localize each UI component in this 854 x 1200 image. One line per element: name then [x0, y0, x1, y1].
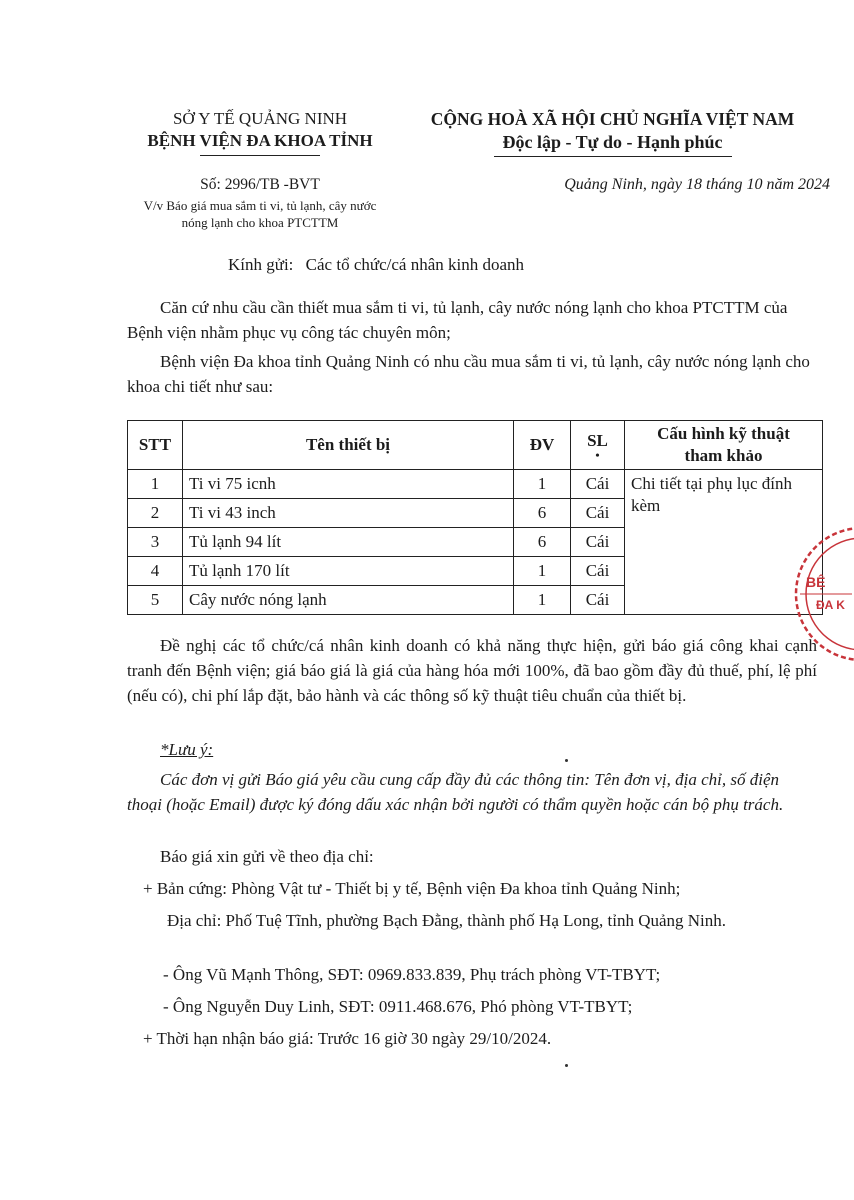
col-sl-label: SL — [587, 431, 608, 450]
subject-line-2: nóng lạnh cho khoa PTCTTM — [181, 215, 339, 230]
org-name: BỆNH VIỆN ĐA KHOA TỈNH — [147, 131, 373, 150]
stamp-circle-icon — [792, 524, 854, 664]
national-header — [400, 108, 825, 157]
org-parent: SỞ Y TẾ QUẢNG NINH — [172, 109, 348, 128]
row-dv: 6 — [514, 528, 571, 557]
row-sl: Cái — [571, 470, 625, 499]
paragraph-request — [127, 633, 817, 708]
address-text: Địa chỉ: Phố Tuệ Tĩnh, phường Bạch Đằng, thành phố Hạ Long, tỉnh Quảng Ninh. — [167, 911, 727, 930]
col-config-line-1: Cấu hình kỹ thuật — [657, 424, 790, 443]
hard-copy-line: + Bản cứng: Phòng Vật tư - Thiết bị y tế, Bệnh viện Đa khoa tỉnh Quảng Ninh; — [143, 879, 681, 898]
scan-speck — [565, 759, 568, 762]
issuer-block — [95, 108, 425, 156]
note-text: Các đơn vị gửi Báo giá yêu cầu cung cấp đầy đủ các thông tin: Tên đơn vị, địa chỉ, số điện thoại (hoặc Email) được ký đóng dấu xác nhận bởi người có thẩm quyền hoặc cán bộ phụ trách. — [127, 770, 784, 814]
motto: Độc lập - Tự do - Hạnh phúc — [502, 132, 723, 152]
recipient-label: Kính gửi: — [228, 255, 294, 274]
row-dv: 1 — [514, 557, 571, 586]
paragraph-need — [127, 349, 817, 399]
row-stt: 5 — [128, 586, 183, 615]
equipment-table — [127, 420, 826, 615]
col-dv: ĐV — [514, 421, 571, 470]
note-label: *Lưu ý: — [160, 740, 214, 759]
row-dv: 1 — [514, 470, 571, 499]
official-stamp — [792, 524, 854, 664]
table-row — [128, 470, 823, 499]
document-number: Số: 2996/TB -BVT — [200, 176, 320, 193]
col-config-line-2: tham khảo — [684, 446, 763, 465]
stamp-text-top: BỆ — [806, 574, 826, 590]
paragraph-request-text: Đề nghị các tổ chức/cá nhân kinh doanh có khả năng thực hiện, gửi báo giá công khai cạnh tranh đến Bệnh viện; giá báo giá là giá của hàng hóa mới 100%, đã bao gồm đầy đủ thuế, phí, lệ phí (nếu có), chi phí lắp đặt, bảo hành và các thông số kỹ thuật tiêu chuẩn của thiết bị. — [127, 636, 817, 705]
row-stt: 1 — [128, 470, 183, 499]
row-sl: Cái — [571, 557, 625, 586]
paragraph-need-text: Bệnh viện Đa khoa tỉnh Quảng Ninh có nhu cầu mua sắm ti vi, tủ lạnh, cây nước nóng lạnh cho khoa chi tiết như sau: — [127, 352, 810, 396]
row-sl: Cái — [571, 586, 625, 615]
row-dv: 6 — [514, 499, 571, 528]
col-name: Tên thiết bị — [183, 421, 514, 470]
deadline-line: + Thời hạn nhận báo giá: Trước 16 giờ 30 ngày 29/10/2024. — [143, 1029, 552, 1048]
row-stt: 3 — [128, 528, 183, 557]
row-name: Cây nước nóng lạnh — [183, 586, 514, 615]
send-to: Báo giá xin gửi về theo địa chỉ: — [160, 847, 374, 866]
col-config — [625, 421, 823, 470]
subject-line-1: V/v Báo giá mua sắm ti vi, tủ lạnh, cây nước — [143, 198, 377, 213]
row-name: Ti vi 43 inch — [183, 499, 514, 528]
address-block — [143, 908, 823, 933]
stamp-text-mid: ĐA K — [816, 598, 845, 612]
subject — [95, 197, 425, 231]
row-sl: Cái — [571, 499, 625, 528]
nation-title: CỘNG HOÀ XÃ HỘI CHỦ NGHĨA VIỆT NAM — [430, 109, 795, 129]
contact-person-1: - Ông Vũ Mạnh Thông, SĐT: 0969.833.839, Phụ trách phòng VT-TBYT; — [163, 965, 661, 984]
row-stt: 2 — [128, 499, 183, 528]
scan-speck — [565, 1064, 568, 1067]
paragraph-basis-text: Căn cứ nhu cầu cần thiết mua sắm ti vi, tủ lạnh, cây nước nóng lạnh cho khoa PTCTTM của Bệnh viện nhằm phục vụ công tác chuyên môn; — [127, 298, 788, 342]
row-name: Tủ lạnh 170 lít — [183, 557, 514, 586]
row-sl: Cái — [571, 528, 625, 557]
motto-underline — [494, 156, 732, 157]
paragraph-basis — [127, 295, 817, 345]
issue-date: Quảng Ninh, ngày 18 tháng 10 năm 2024 — [564, 176, 830, 193]
row-dv: 1 — [514, 586, 571, 615]
contact-person-2: - Ông Nguyễn Duy Linh, SĐT: 0911.468.676, Phó phòng VT-TBYT; — [163, 997, 633, 1016]
col-sl: SL • — [571, 421, 625, 470]
config-note: Chi tiết tại phụ lục đính kèm — [625, 470, 823, 615]
note-text-block — [127, 767, 817, 817]
col-stt: STT — [128, 421, 183, 470]
row-stt: 4 — [128, 557, 183, 586]
table-header-row — [128, 421, 823, 470]
row-name: Tủ lạnh 94 lít — [183, 528, 514, 557]
recipient-value: Các tổ chức/cá nhân kinh doanh — [305, 255, 525, 274]
row-name: Ti vi 75 icnh — [183, 470, 514, 499]
recipient-line — [228, 255, 524, 275]
issuer-underline — [200, 155, 320, 156]
